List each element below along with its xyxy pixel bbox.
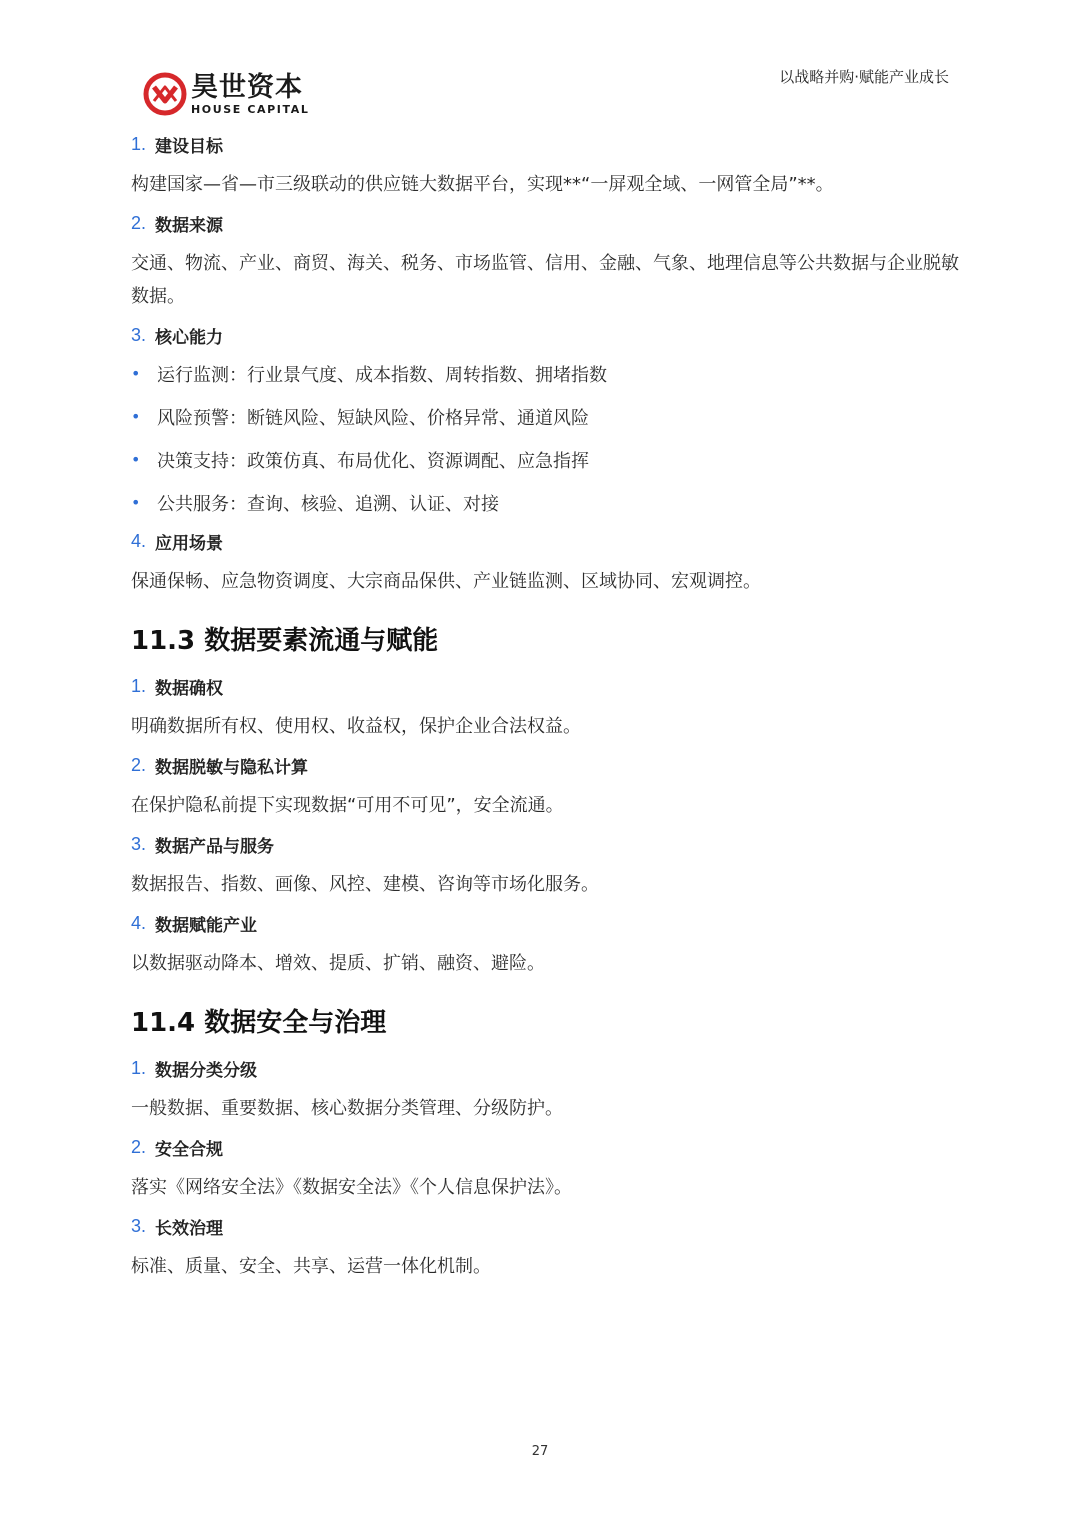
subheading (131, 674, 961, 698)
subheading (131, 1135, 961, 1159)
list-number: 4. (131, 530, 147, 551)
subheading (131, 132, 961, 156)
subheading-title: 数据分类分级 (155, 1060, 258, 1081)
logo-chinese-name: 昊世资本 (191, 71, 303, 103)
subheading-title: 安全合规 (155, 1139, 224, 1160)
subheading (131, 323, 961, 347)
subheading (131, 1214, 961, 1238)
list-number: 2. (131, 754, 147, 775)
paragraph: 在保护隐私前提下实现数据“可用不可见”，安全流通。 (131, 795, 564, 816)
list-number: 3. (131, 1215, 147, 1236)
section-heading: 11.4 数据安全与治理 (131, 1008, 387, 1038)
subheading-title: 建设目标 (155, 136, 224, 157)
subheading-title: 数据确权 (155, 678, 224, 699)
list-number: 3. (131, 833, 147, 854)
subheading (131, 832, 961, 856)
bullet-text: 风险预警：断链风险、短缺风险、价格异常、通道风险 (157, 407, 589, 429)
paragraph: 一般数据、重要数据、核心数据分类管理、分级防护。 (131, 1098, 563, 1119)
header-slogan: 以战略并购·赋能产业成长 (779, 68, 949, 86)
bullet-icon: • (131, 407, 141, 426)
paragraph: 构建国家—省—市三级联动的供应链大数据平台，实现**“一屏观全域、一网管全局”**。 (131, 174, 834, 195)
paragraph: 交通、物流、产业、商贸、海关、税务、市场监管、信用、金融、气象、地理信息等公共数据与企业脱敏数据。 (131, 253, 959, 307)
subheading-title: 核心能力 (155, 327, 224, 348)
bullet-text: 公共服务：查询、核验、追溯、认证、对接 (157, 493, 499, 515)
subheading-title: 应用场景 (155, 533, 224, 554)
paragraph: 数据报告、指数、画像、风控、建模、咨询等市场化服务。 (131, 874, 599, 895)
paragraph: 明确数据所有权、使用权、收益权，保护企业合法权益。 (131, 716, 581, 737)
paragraph: 以数据驱动降本、增效、提质、扩销、融资、避险。 (131, 953, 545, 974)
bullet-item (131, 400, 961, 433)
bullet-item (131, 486, 961, 519)
bullet-icon: • (131, 450, 141, 469)
subheading (131, 911, 961, 935)
list-number: 1. (131, 675, 147, 696)
list-number: 1. (131, 133, 147, 154)
paragraph: 标准、质量、安全、共享、运营一体化机制。 (131, 1256, 491, 1277)
bullet-item (131, 443, 961, 476)
paragraph: 落实《网络安全法》《数据安全法》《个人信息保护法》。 (131, 1177, 572, 1198)
list-number: 1. (131, 1057, 147, 1078)
bullet-icon: • (131, 493, 141, 512)
subheading-title: 长效治理 (155, 1218, 224, 1239)
subheading (131, 753, 961, 777)
subheading (131, 1056, 961, 1080)
page-content (131, 128, 961, 1293)
logo-emblem-icon (143, 72, 187, 116)
subheading-title: 数据产品与服务 (155, 836, 275, 857)
list-number: 2. (131, 212, 147, 233)
list-number: 4. (131, 912, 147, 933)
list-number: 2. (131, 1136, 147, 1157)
subheading (131, 529, 961, 553)
paragraph: 保通保畅、应急物资调度、大宗商品保供、产业链监测、区域协同、宏观调控。 (131, 571, 761, 592)
subheading (131, 211, 961, 235)
bullet-icon: • (131, 364, 141, 383)
bullet-text: 决策支持：政策仿真、布局优化、资源调配、应急指挥 (157, 450, 589, 472)
subheading-title: 数据脱敏与隐私计算 (155, 757, 309, 778)
subheading-title: 数据来源 (155, 215, 224, 236)
bullet-text: 运行监测：行业景气度、成本指数、周转指数、拥堵指数 (157, 364, 607, 386)
list-number: 3. (131, 324, 147, 345)
logo-english-name: HOUSE CAPITAL (191, 102, 310, 116)
subheading-title: 数据赋能产业 (155, 915, 258, 936)
bullet-item (131, 357, 961, 390)
company-logo (143, 72, 309, 116)
page-number: 27 (531, 1444, 549, 1459)
section-heading: 11.3 数据要素流通与赋能 (131, 626, 439, 656)
